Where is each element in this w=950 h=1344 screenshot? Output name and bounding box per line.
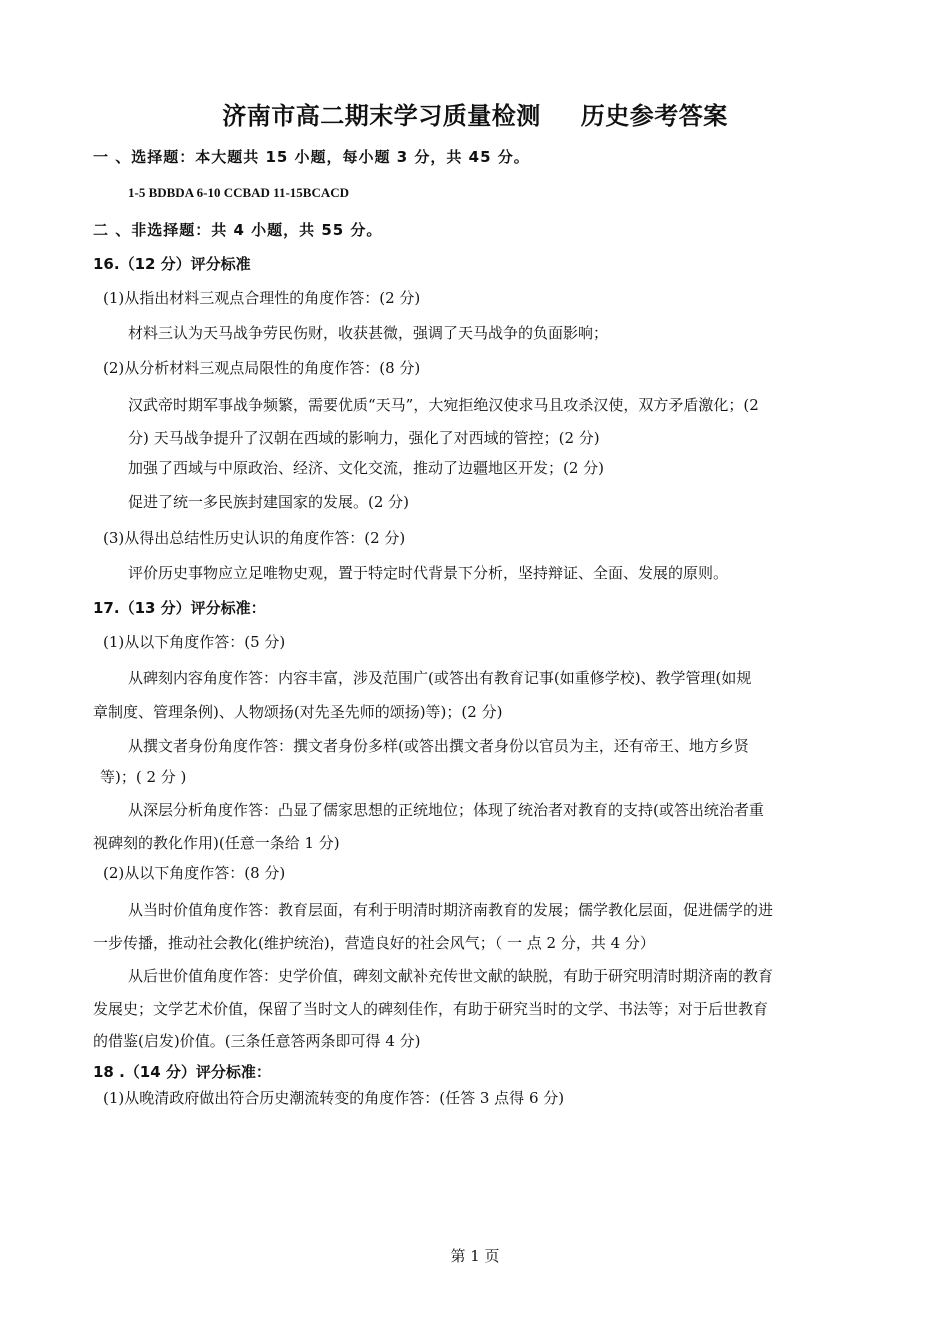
q16-part2: (2)从分析材料三观点局限性的角度作答：(8 分) [103,359,421,377]
q17-part1-text: 等)；( 2 分 ) [100,768,187,786]
q17-part1-text: 从深层分析角度作答：凸显了儒家思想的正统地位；体现了统治者对教育的支持(或答出统治者重 [128,801,764,819]
q16-part3-text: 评价历史事物应立足唯物史观，置于特定时代背景下分析，坚持辩证、全面、发展的原则。 [128,564,729,582]
q17-part1: (1)从以下角度作答：(5 分) [103,633,286,651]
q16-part2-text: 分) 天马战争提升了汉朝在西域的影响力，强化了对西域的管控；(2 分) [128,429,600,447]
title-school: 济南市高二期末学习质量检测 [222,102,541,130]
q17-part1-text: 从撰文者身份角度作答：撰文者身份多样(或答出撰文者身份以官员为主，还有帝王、地方乡贤 [128,737,749,755]
q17-part2-text: 发展史；文学艺术价值，保留了当时文人的碑刻佳作，有助于研究当时的文学、书法等；对于后世教育 [93,1000,769,1018]
choice-answers: 1-5 BDBDA 6-10 CCBAD 11-15BCACD [128,185,350,200]
q17-part1-text: 章制度、管理条例)、人物颂扬(对先圣先师的颂扬)等)；(2 分) [93,703,503,721]
q17-part2-text: 从后世价值角度作答：史学价值，碑刻文献补充传世文献的缺脱，有助于研究明清时期济南的教育 [128,967,774,985]
page-title [0,100,950,132]
page-number: 第 1 页 [450,1247,500,1265]
q17-part2: (2)从以下角度作答：(8 分) [103,864,286,882]
title-subject: 历史参考答案 [580,102,728,130]
q16-part2-text: 加强了西域与中原政治、经济、文化交流，推动了边疆地区开发；(2 分) [128,459,605,477]
section-one-heading: 一 、选择题：本大题共 15 小题，每小题 3 分，共 45 分。 [93,148,530,166]
q16-part2-text: 汉武帝时期军事战争频繁，需要优质“天马”，大宛拒绝汉使求马且攻杀汉使，双方矛盾激化；(2 [128,396,759,414]
q16-part1: (1)从指出材料三观点合理性的角度作答：(2 分) [103,289,421,307]
q16-heading: 16.（12 分）评分标准 [93,255,251,273]
q17-part2-text: 从当时价值角度作答：教育层面，有利于明清时期济南教育的发展；儒学教化层面，促进儒学的进 [128,901,774,919]
q17-heading: 17.（13 分）评分标准： [93,599,266,617]
section-two-heading: 二 、非选择题：共 4 小题，共 55 分。 [93,221,383,239]
q16-part1-text: 材料三认为天马战争劳民伤财，收获甚微，强调了天马战争的负面影响； [128,324,609,342]
q17-part2-text: 一步传播，推动社会教化(维护统治)，营造良好的社会风气；（ 一 点 2 分，共 4 分） [93,934,655,952]
q17-part1-text: 视碑刻的教化作用)(任意一条给 1 分) [93,834,340,852]
q16-part2-text: 促进了统一多民族封建国家的发展。(2 分) [128,493,410,511]
q18-heading: 18 .（14 分）评分标准： [93,1063,271,1081]
q18-part1: (1)从晚清政府做出符合历史潮流转变的角度作答：(任答 3 点得 6 分) [103,1089,565,1107]
q17-part2-text: 的借鉴(启发)价值。(三条任意答两条即可得 4 分) [93,1032,421,1050]
q17-part1-text: 从碑刻内容角度作答：内容丰富，涉及范围广(或答出有教育记事(如重修学校)、教学管理(如规 [128,669,752,687]
q16-part3: (3)从得出总结性历史认识的角度作答：(2 分) [103,529,406,547]
